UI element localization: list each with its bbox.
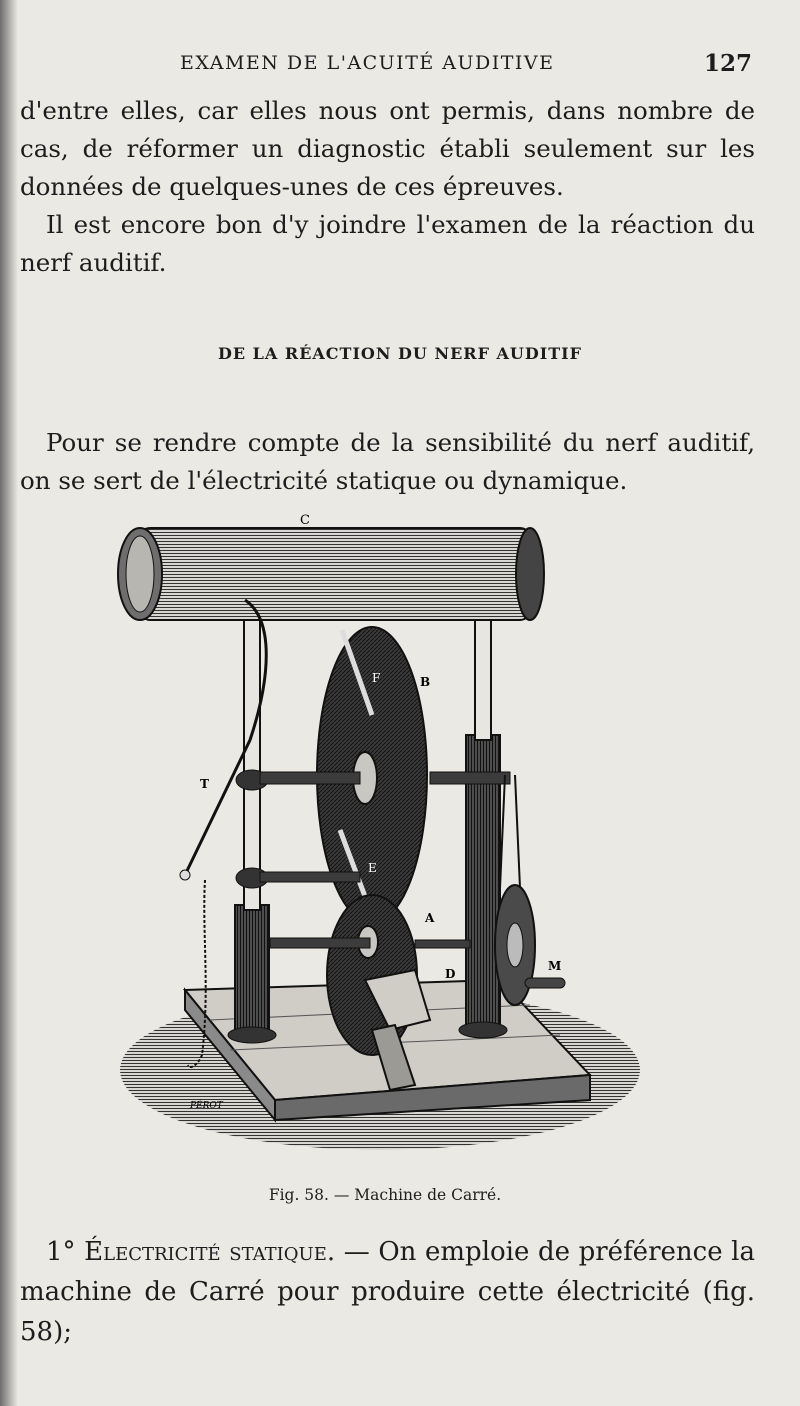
paragraph-static-electricity [20,1232,755,1352]
top-text-block [20,92,755,282]
paragraph-continued: d'entre elles, car elles nous ont permis, dans nombre de cas, de réformer un diagnostic établi seulement sur les données de quelques-unes de ces épreuves. [20,96,755,201]
list-number: 1° [46,1237,76,1267]
label-d: D [445,967,456,981]
left-column [228,620,276,1043]
em-dash: — [335,1237,379,1267]
section-heading: DE LA RÉACTION DU NERF AUDITIF [218,344,582,363]
label-m: M [548,959,562,973]
engraver-signature: PÉROT [190,1101,223,1111]
paragraph-body: On emploie de préférence la machine de Carré pour produire cette électricité (fig. 58); [20,1237,756,1347]
section-text-block [20,424,755,500]
conductor-cylinder [118,528,544,620]
label-b: B [420,675,431,689]
label-t: T [200,777,209,791]
label-a: A [425,911,435,925]
running-title: EXAMEN DE L'ACUITÉ AUDITIVE [180,52,555,74]
paragraph-sensitivity: Pour se rendre compte de la sensibilité du nerf auditif, on se sert de l'électricité statique ou dynamique. [20,428,755,495]
label-c: C [300,513,310,528]
label-f: F [372,671,381,685]
figure-caption: Fig. 58. — Machine de Carré. [268,1186,502,1204]
subsection-title: Électricité statique. [84,1237,336,1267]
label-e: E [368,861,377,875]
page-number: 127 [703,50,752,77]
paragraph-nerve-exam: Il est encore bon d'y joindre l'examen de la réaction du nerf auditif. [20,210,755,277]
bottom-text-block [20,1232,755,1352]
carre-machine-engraving [110,510,650,1160]
